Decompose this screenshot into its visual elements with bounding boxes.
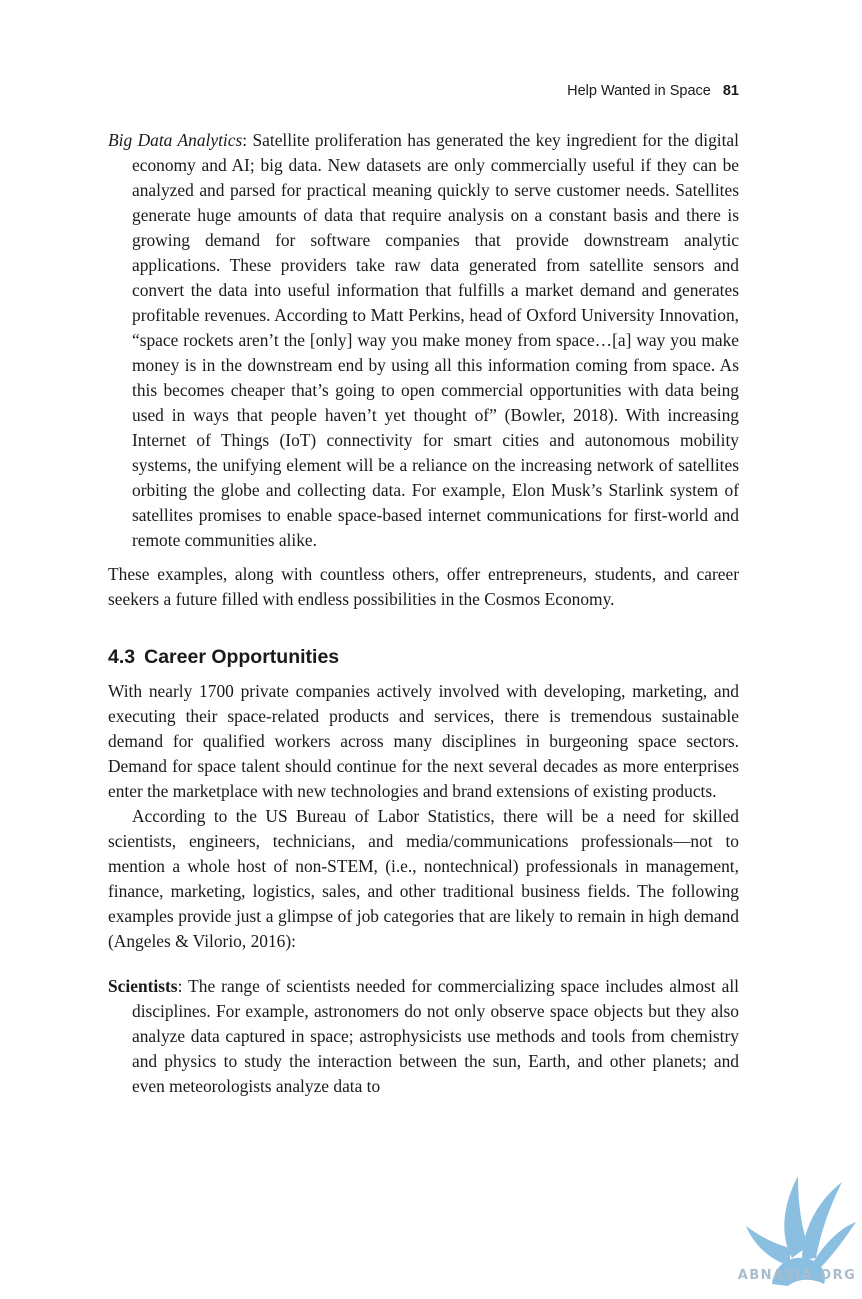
body-paragraph-1: With nearly 1700 private companies actively involved with developing, marketing, and executing their space-related products and services, there is tremendous sustainable demand for qualified workers across many disciplines in burgeoning space sectors. Demand for space talent should continue for the next several decades as more enterprises enter the marketplace with new technologies and brand extensions of existing products. bbox=[108, 681, 739, 801]
entry-term: Scientists bbox=[108, 976, 178, 996]
section-heading bbox=[108, 642, 739, 672]
section-title: Career Opportunities bbox=[144, 646, 340, 668]
running-head bbox=[108, 81, 739, 101]
entry-text: : Satellite proliferation has generated the key ingredient for the digital economy and AI; big data. New datasets are only commercially useful if they can be analyzed and parsed for practical meaning quickly to serve customer needs. Satellites generate huge amounts of data that require analysis on a constant basis and there is growing demand for software companies that provide downstream analytic applications. These providers take raw data generated from satellite sensors and convert the data into useful information that fulfills a market demand and generates profitable revenues. According to Matt Perkins, head of Oxford University Innovation, “space rockets aren’t the [only] way you make money from space…[a] way you make money is in the downstream end by using all this information coming from space. As this becomes cheaper that’s going to open commercial opportunities with data being used in ways that people haven’t yet thought of” (Bowler, 2018). With increasing Internet of Things (IoT) connectivity for smart cities and autonomous mobility systems, the unifying element will be a reliance on the increasing network of satellites orbiting the globe and collecting data. For example, Elon Musk’s Starlink system of satellites promises to enable space-based internet communications for first-world and remote communities alike. bbox=[132, 130, 739, 550]
entry-term: Big Data Analytics bbox=[108, 130, 243, 150]
entry-text: : The range of scientists needed for commercializing space includes almost all disciplines. For example, astronomers do not only observe space objects but they also analyze data captured in space; astrophysicists use methods and tools from chemistry and physics to study the interaction between the sun, Earth, and other planets; and even meteorologists analyze data to bbox=[132, 976, 739, 1096]
body-paragraph-2: According to the US Bureau of Labor Statistics, there will be a need for skilled scientists, engineers, technicians, and media/communications professionals—not to mention a whole host of non-STEM, (i.e., nontechnical) professionals in management, finance, marketing, logistics, sales, and other traditional business fields. The following examples provide just a glimpse of job categories that are likely to remain in high demand (Angeles & Vilorio, 2016): bbox=[108, 806, 739, 951]
page-number: 81 bbox=[722, 83, 739, 99]
entry-big-data-analytics bbox=[108, 128, 739, 553]
page-body bbox=[108, 128, 739, 1099]
entry-scientists bbox=[108, 974, 739, 1099]
section-number: 4.3 bbox=[108, 646, 136, 668]
watermark-text: ABNASIA.ORG bbox=[737, 1268, 857, 1283]
summary-paragraph: These examples, along with countless others, offer entrepreneurs, students, and career seekers a future filled with endless possibilities in the Cosmos Economy. bbox=[108, 564, 739, 609]
running-title: Help Wanted in Space bbox=[567, 83, 711, 99]
